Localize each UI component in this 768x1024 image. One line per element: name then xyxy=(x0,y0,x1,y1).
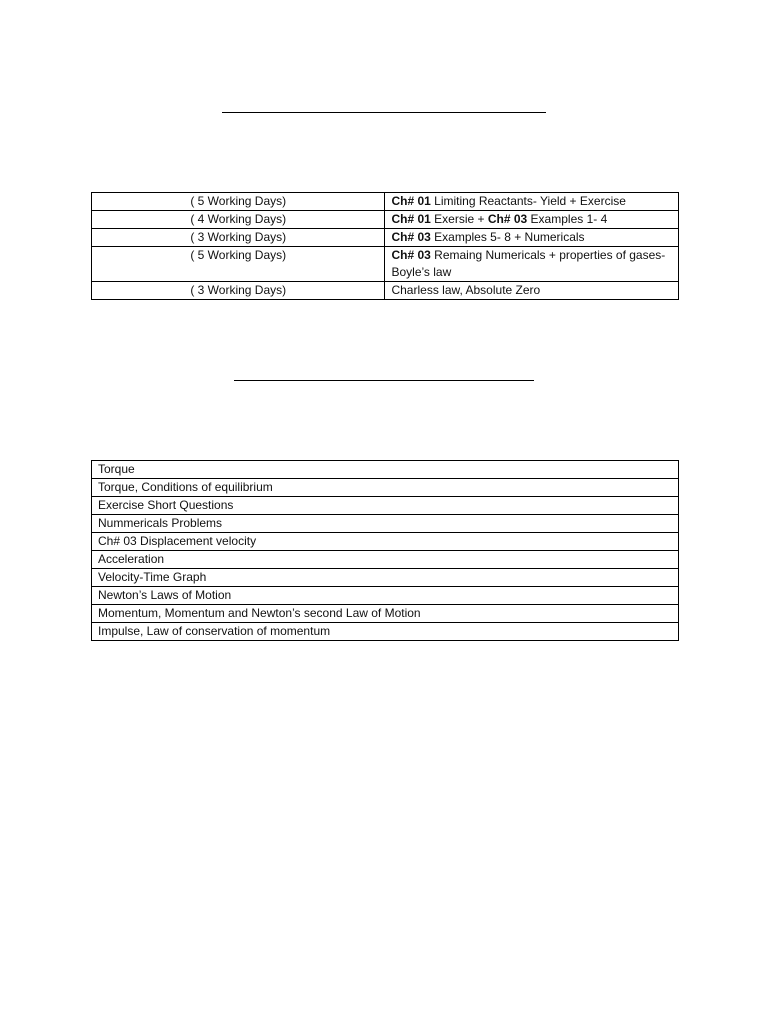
topic-cell: Impulse, Law of conservation of momentum xyxy=(92,623,679,641)
topic-cell: Newton’s Laws of Motion xyxy=(92,587,679,605)
topic-text: Exersie + xyxy=(430,212,488,226)
topic-row xyxy=(92,515,679,533)
topic-cell xyxy=(385,211,679,229)
topic-row xyxy=(92,479,679,497)
topic-cell: Velocity-Time Graph xyxy=(92,569,679,587)
topic-row xyxy=(92,551,679,569)
schedule-row xyxy=(92,193,679,211)
topics-body xyxy=(92,461,679,641)
topic-text: Charless law, Absolute Zero xyxy=(391,283,541,297)
topic-cell xyxy=(385,193,679,211)
topic-cell: Momentum, Momentum and Newton’s second Law of Motion xyxy=(92,605,679,623)
chapter-label: Ch# 03 xyxy=(487,212,528,226)
topic-row xyxy=(92,623,679,641)
physics-topics-table xyxy=(91,460,679,641)
working-days-cell: ( 4 Working Days) xyxy=(92,211,385,229)
chemistry-schedule-table xyxy=(91,192,679,300)
chapter-label: Ch# 01 xyxy=(391,212,431,226)
chapter-label: Ch# 03 xyxy=(391,248,431,262)
working-days-cell: ( 5 Working Days) xyxy=(92,193,385,211)
topic-cell: Nummericals Problems xyxy=(92,515,679,533)
topic-cell: Ch# 03 Displacement velocity xyxy=(92,533,679,551)
topic-cell: Exercise Short Questions xyxy=(92,497,679,515)
chapter-label: Ch# 03 xyxy=(391,230,431,244)
topic-text: Remaing Numericals + properties of gases- Boyle’s law xyxy=(391,248,666,279)
heading-underline-2 xyxy=(234,380,534,381)
topic-cell xyxy=(385,247,679,282)
heading-underline-1 xyxy=(222,112,546,113)
topic-cell: Acceleration xyxy=(92,551,679,569)
topic-row xyxy=(92,587,679,605)
working-days-cell: ( 5 Working Days) xyxy=(92,247,385,282)
topic-cell xyxy=(385,229,679,247)
schedule-body xyxy=(92,193,679,300)
topic-text: Examples 5- 8 + Numericals xyxy=(430,230,585,244)
chapter-label: Ch# 01 xyxy=(391,194,431,208)
topic-text: Limiting Reactants- Yield + Exercise xyxy=(430,194,626,208)
working-days-cell: ( 3 Working Days) xyxy=(92,282,385,300)
schedule-row xyxy=(92,229,679,247)
schedule-row xyxy=(92,282,679,300)
topic-cell xyxy=(385,282,679,300)
topic-row xyxy=(92,569,679,587)
topic-row xyxy=(92,497,679,515)
topic-text: Examples 1- 4 xyxy=(527,212,608,226)
topic-row xyxy=(92,533,679,551)
topic-row xyxy=(92,605,679,623)
schedule-row xyxy=(92,211,679,229)
schedule-row xyxy=(92,247,679,282)
topic-cell: Torque, Conditions of equilibrium xyxy=(92,479,679,497)
working-days-cell: ( 3 Working Days) xyxy=(92,229,385,247)
topic-cell: Torque xyxy=(92,461,679,479)
topic-row xyxy=(92,461,679,479)
